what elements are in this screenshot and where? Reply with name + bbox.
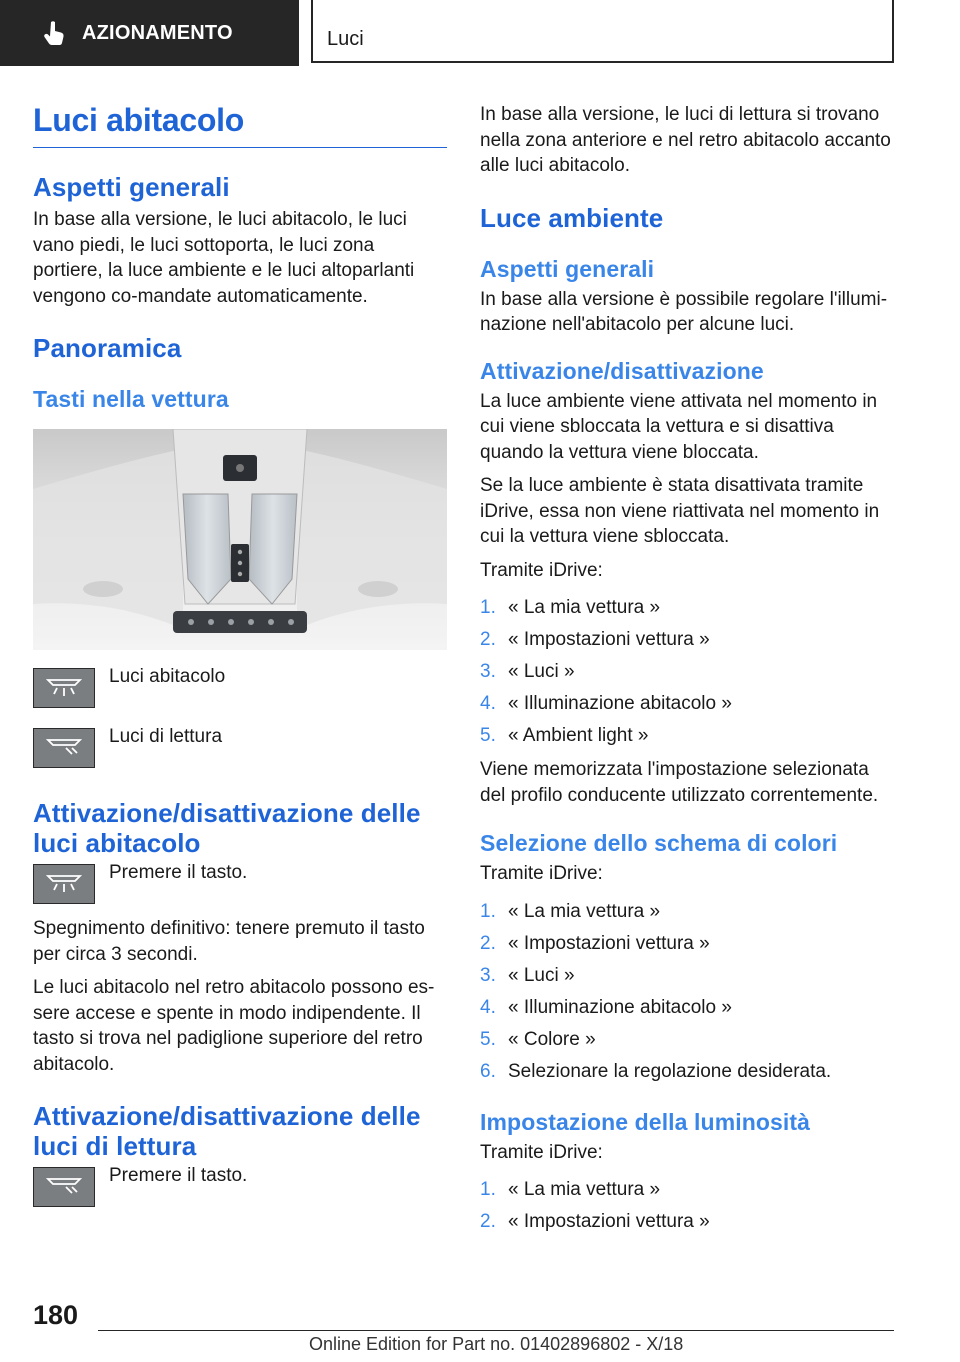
list-item: 3. « Luci »	[480, 964, 575, 986]
press-row-interior	[33, 864, 447, 904]
legend-item-interior	[33, 668, 447, 708]
general-heading-left: Aspetti generali	[33, 172, 230, 202]
list-item: 5. « Ambient light »	[480, 725, 649, 746]
reading-light-icon	[33, 728, 95, 768]
interior-light-icon	[33, 864, 95, 904]
chapter-tab	[0, 0, 299, 66]
headliner-controls-photo	[33, 429, 447, 650]
toggle-interior-heading: Attivazione/disattivazione delle luci abitacolo	[33, 798, 421, 858]
general-heading-right: Aspetti generali	[480, 255, 655, 282]
page-number: 180	[33, 1300, 79, 1330]
via-idrive-3: Tramite iDrive:	[480, 1141, 603, 1163]
chapter-label: AZIONAMENTO	[82, 21, 233, 44]
activation-text: La luce ambiente viene attivata nel momento in cui viene sbloccata la vettura e si disattiva quando la vettura viene bloccata.	[480, 390, 878, 463]
left-column	[33, 102, 447, 1207]
legend-label-reading: Luci di lettura	[109, 726, 223, 747]
steps-list-ambient	[480, 597, 892, 757]
reading-lights-text: In base alla versione, le luci di lettura si trovano nella zona anteriore e nel retro abitacolo accanto alle luci abitacolo.	[480, 104, 891, 176]
ambient-heading: Luce ambiente	[480, 202, 664, 233]
section-title: Luci	[311, 0, 894, 63]
list-item: 2. « Impostazioni vettura »	[480, 932, 710, 954]
deactivated-text: Se la luce ambiente è stata disattivata tramite iDrive, essa non viene riattivata nel momento in cui la vettura viene sbloccata.	[480, 475, 880, 547]
via-idrive-1: Tramite iDrive:	[480, 559, 603, 581]
toggle-reading-heading: Attivazione/disattivazione delle luci di lettura	[33, 1101, 421, 1161]
footer-divider	[98, 1330, 894, 1331]
interior-light-icon	[33, 668, 95, 708]
list-item: 2. « Impostazioni vettura »	[480, 629, 710, 650]
edition-text: Online Edition for Part no. 01402896802 - X/18	[309, 1334, 684, 1354]
overview-heading: Panoramica	[33, 333, 182, 363]
legend-item-reading	[33, 728, 447, 768]
rear-text: Le luci abitacolo nel retro abitacolo possono es-sere accese e spente in modo indipendente. Il tasto si trova nel padiglione superiore del retro abitacolo.	[33, 977, 435, 1075]
list-item: 5. « Colore »	[480, 1028, 596, 1050]
press-row-reading	[33, 1167, 447, 1207]
list-item: 3. « Luci »	[480, 661, 575, 682]
brightness-heading: Impostazione della luminosità	[480, 1108, 811, 1135]
list-item: 6. Selezionare la regolazione desiderata.	[480, 1060, 832, 1082]
list-item: 4. « Illuminazione abitacolo »	[480, 996, 732, 1018]
list-item: 1. « La mia vettura »	[480, 597, 661, 618]
press-button-text-1: Premere il tasto.	[109, 862, 248, 883]
permanent-off-text: Spegnimento definitivo: tenere premuto il tasto per circa 3 secondi.	[33, 918, 425, 965]
reading-light-icon	[33, 1167, 95, 1207]
steps-list-brightness	[480, 1179, 892, 1243]
steps-list-color	[480, 901, 892, 1093]
activation-heading: Attivazione/disattivazione	[480, 357, 764, 384]
press-button-text-2: Premere il tasto.	[109, 1165, 248, 1186]
list-item: 1. « La mia vettura »	[480, 1179, 661, 1200]
memorized-text: Viene memorizzata l'impostazione selezionata del profilo conducente utilizzato correntemente.	[480, 759, 879, 806]
list-item: 1. « La mia vettura »	[480, 900, 661, 922]
hand-pointer-icon	[40, 19, 68, 47]
legend-label-interior: Luci abitacolo	[109, 666, 226, 687]
right-column	[480, 102, 892, 1243]
general-text-right: In base alla versione è possibile regolare l'illumi-nazione nell'abitacolo per alcune luci.	[480, 288, 888, 335]
color-heading: Selezione dello schema di colori	[480, 830, 838, 856]
page-title: Luci abitacolo	[33, 102, 447, 148]
via-idrive-2: Tramite iDrive:	[480, 863, 603, 884]
list-item: 4. « Illuminazione abitacolo »	[480, 693, 732, 714]
list-item: 2. « Impostazioni vettura »	[480, 1211, 710, 1232]
buttons-heading: Tasti nella vettura	[33, 386, 229, 412]
general-text-left: In base alla versione, le luci abitacolo, le luci vano piedi, le luci sottoporta, le luci zona portiere, la luce ambiente e le luci altoparlanti vengono co-mandate automaticamente.	[33, 209, 415, 307]
